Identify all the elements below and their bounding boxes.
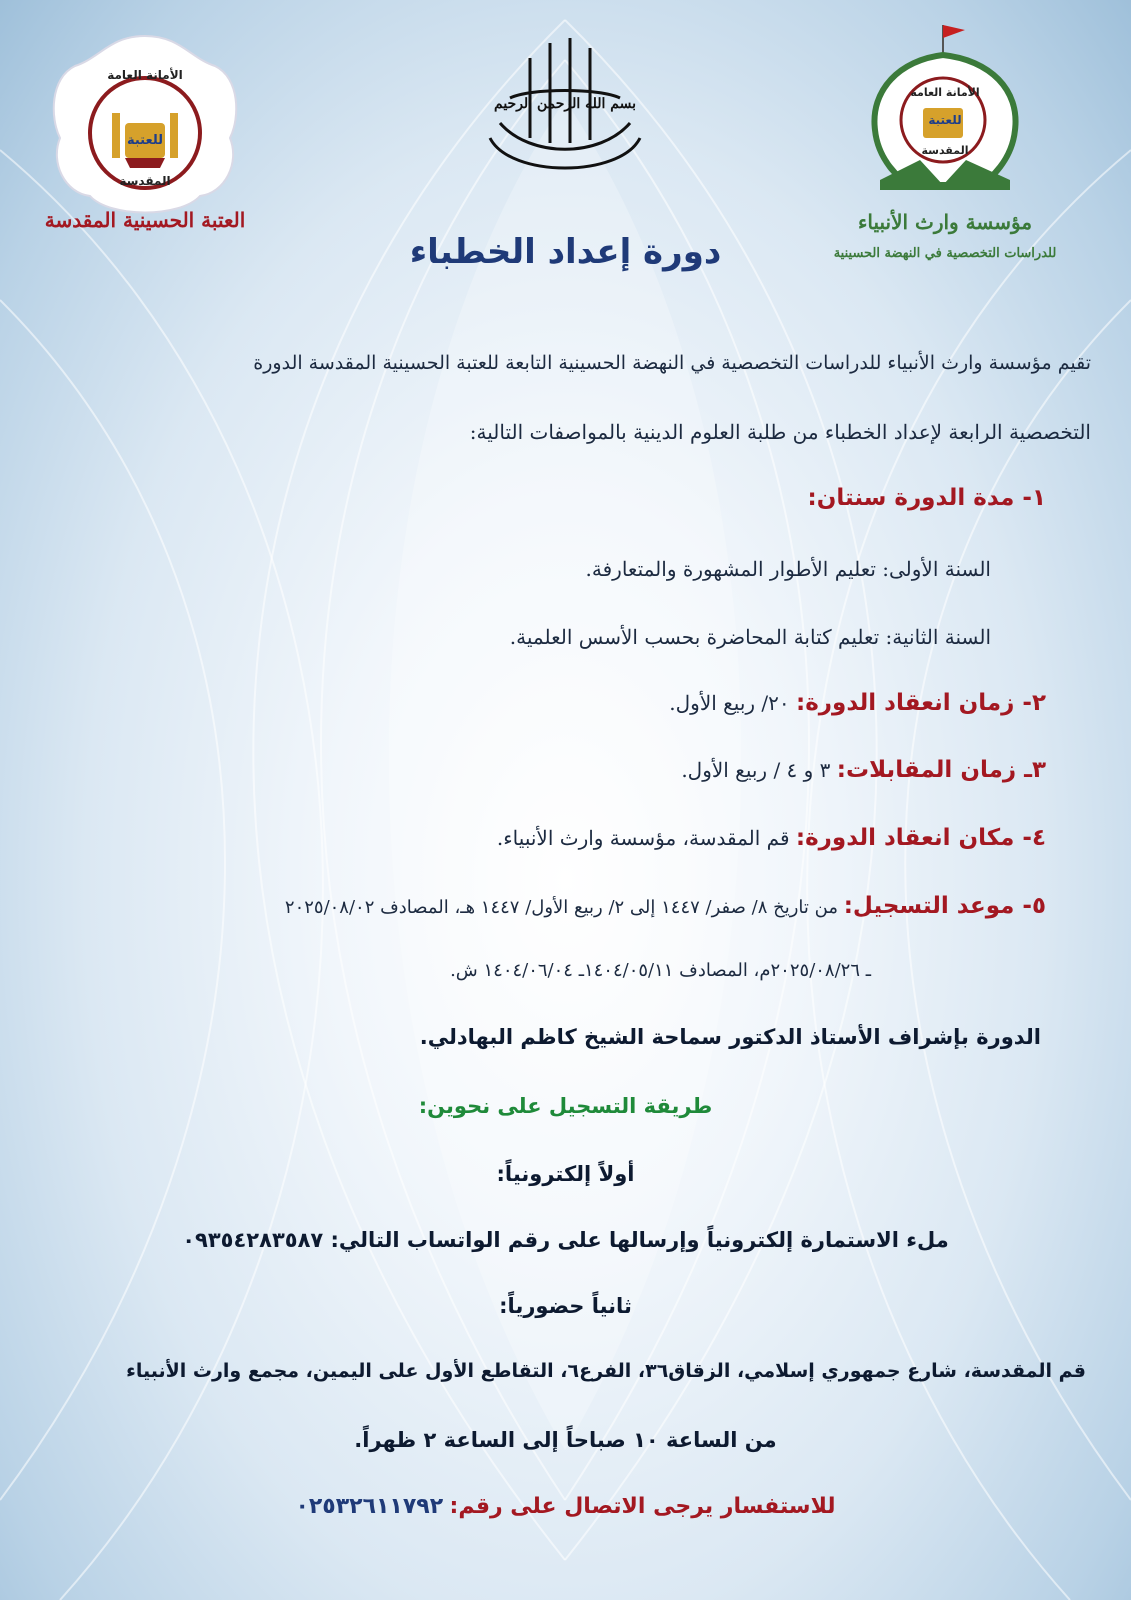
item-4-heading: ٤- مكان انعقاد الدورة: xyxy=(795,825,1046,851)
right-logo-caption-2: للدراسات التخصصية في النهضة الحسينية xyxy=(833,246,1057,261)
item-1-heading: ١- مدة الدورة سنتان: xyxy=(807,485,1046,511)
item-4 xyxy=(497,825,1046,851)
registration-online-text: ملء الاستمارة إلكترونياً وإرسالها على رقم الواتساب التالي: ٠٩٣٥٤٢٨٣٥٨٧ xyxy=(182,1228,949,1252)
contact-label: للاستفسار يرجى الاتصال على رقم: xyxy=(449,1494,836,1519)
item-3-heading: ٣ـ زمان المقابلات: xyxy=(836,757,1046,783)
left-logo-caption: العتبة الحسينية المقدسة xyxy=(44,208,246,232)
intro-line-1: تقيم مؤسسة وارث الأنبياء للدراسات التخصصية في النهضة الحسينية التابعة للعتبة الحسينية المقدسة الدورة xyxy=(253,352,1091,374)
right-logo-caption-1: مؤسسة وارث الأنبياء xyxy=(857,210,1033,234)
page-title: دورة إعداد الخطباء xyxy=(409,232,722,272)
item-2 xyxy=(669,690,1046,716)
item-3 xyxy=(681,757,1046,783)
registration-address: قم المقدسة، شارع جمهوري إسلامي، الزقاق٣٦، الفرع٦، التقاطع الأول على اليمين، مجمع وارث الأنبياء xyxy=(126,1360,1086,1382)
item-3-value: ٣ و ٤ / ربيع الأول. xyxy=(681,758,831,782)
registration-online-label: أولاً إلكترونياً: xyxy=(496,1162,635,1186)
registration-inperson-label: ثانياً حضورياً: xyxy=(499,1294,632,1318)
left-logo-sub-text: المقدسة xyxy=(119,174,171,188)
right-logo-sub-text: المقدسة xyxy=(921,144,969,157)
left-logo-ring-text: الأمانة العامة xyxy=(107,68,183,82)
item-5-value-2: ـ ٢٠٢٥/٠٨/٢٦م، المصادف ١٤٠٤/٠٥/١١ـ ١٤٠٤/٠٦/٠٤ ش. xyxy=(450,960,871,981)
item-5-value: من تاريخ ٨/ صفر/ ١٤٤٧ إلى ٢/ ربيع الأول/ ١٤٤٧ هـ، المصادف ٢٠٢٥/٠٨/٠٢ xyxy=(284,897,838,918)
intro-line-2: التخصصية الرابعة لإعداد الخطباء من طلبة العلوم الدينية بالمواصفات التالية: xyxy=(469,420,1091,444)
left-logo xyxy=(40,28,250,248)
contact-phone: ٠٢٥٣٢٦١١٧٩٢ xyxy=(295,1494,444,1519)
supervision-text: الدورة بإشراف الأستاذ الدكتور سماحة الشيخ كاظم البهادلي. xyxy=(419,1025,1041,1049)
item-4-value: قم المقدسة، مؤسسة وارث الأنبياء. xyxy=(496,826,790,850)
item-5-heading: ٥- موعد التسجيل: xyxy=(843,893,1046,919)
left-logo-center-text: للعتبة xyxy=(126,133,164,148)
item-1-year-1: السنة الأولى: تعليم الأطوار المشهورة والمتعارفة. xyxy=(585,557,991,581)
item-1 xyxy=(808,485,1047,511)
item-1-year-2: السنة الثانية: تعليم كتابة المحاضرة بحسب الأسس العلمية. xyxy=(509,625,991,649)
right-logo-ring-text: الأمانة العامة xyxy=(910,86,980,99)
registration-hours: من الساعة ١٠ صباحاً إلى الساعة ٢ ظهراً. xyxy=(354,1428,777,1452)
item-2-heading: ٢- زمان انعقاد الدورة: xyxy=(796,690,1046,716)
basmala-text: بسم الله الرحمن الرحيم xyxy=(494,96,636,112)
basmala-calligraphy xyxy=(470,28,660,198)
item-2-value: ٢٠/ ربيع الأول. xyxy=(669,691,790,715)
registration-heading: طريقة التسجيل على نحوين: xyxy=(418,1094,713,1118)
right-logo-center-text: للعتبة xyxy=(928,113,962,127)
item-5 xyxy=(285,893,1046,919)
contact-line xyxy=(0,1494,1131,1519)
